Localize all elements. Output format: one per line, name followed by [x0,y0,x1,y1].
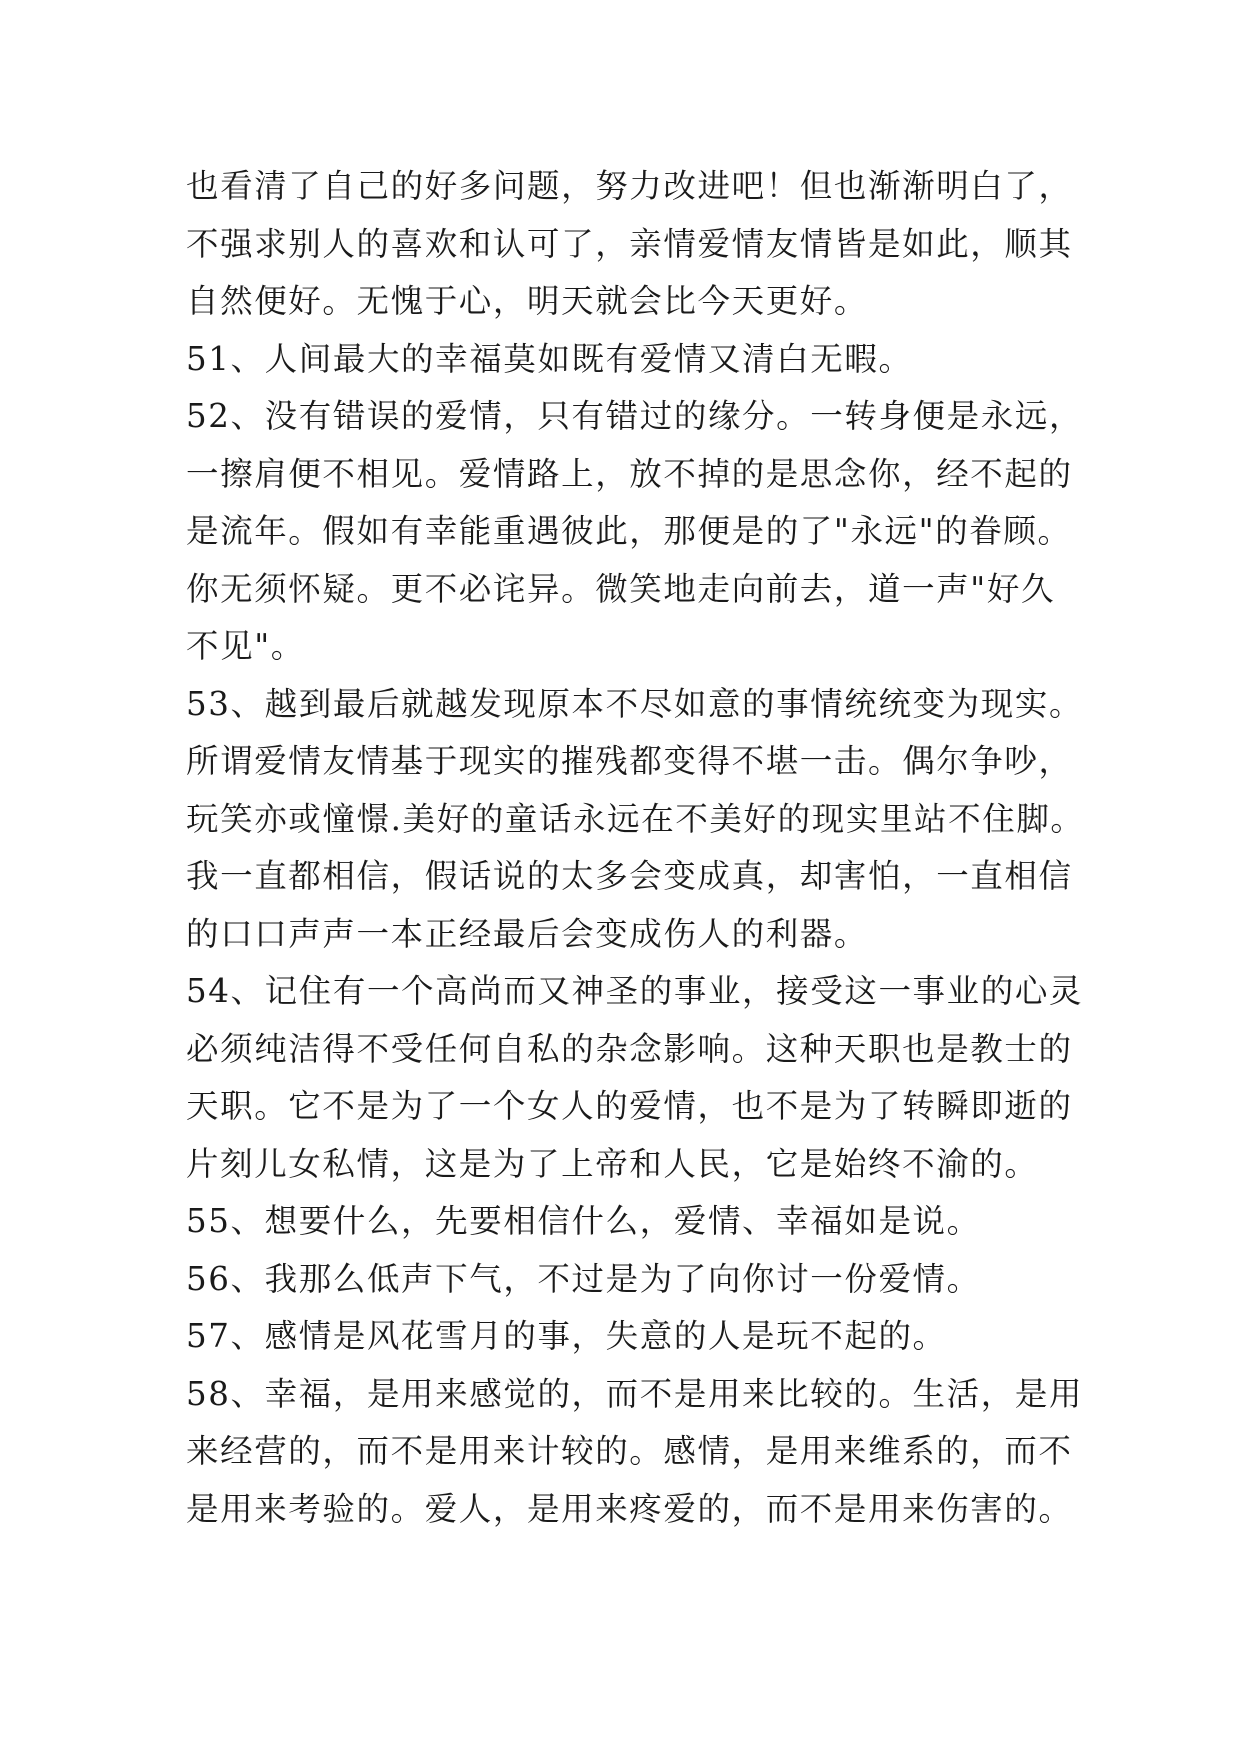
text-line: 玩笑亦或憧憬.美好的童话永远在不美好的现实里站不住脚。 [186,799,1085,838]
text-line: 51、人间最大的幸福莫如既有爱情又清白无暇。 [186,339,913,378]
text-line: 天职。它不是为了一个女人的爱情，也不是为了转瞬即逝的 [186,1087,1073,1125]
text-line: 片刻儿女私情，这是为了上帝和人民，它是始终不渝的。 [186,1144,1039,1183]
text-line: 不强求别人的喜欢和认可了，亲情爱情友情皆是如此，顺其 [186,224,1073,263]
text-line: 你无须怀疑。更不必诧异。微笑地走向前去，道一声"好久 [186,569,1056,608]
text-line: 是流年。假如有幸能重遇彼此，那便是的了"永远"的眷顾。 [186,512,1072,550]
text-line: 我一直都相信，假话说的太多会变成真，却害怕，一直相信 [186,857,1073,895]
text-line: 所谓爱情友情基于现实的摧残都变得不堪一击。偶尔争吵， [186,742,1073,780]
text-line: 54、记住有一个高尚而又神圣的事业，接受这一事业的心灵 [186,972,1084,1010]
text-line: 必须纯洁得不受任何自私的杂念影响。这种天职也是教士的 [186,1029,1073,1068]
text-line: 56、我那么低声下气，不过是为了向你讨一份爱情。 [186,1259,981,1298]
text-line: 也看清了自己的好多问题，努力改进吧！但也渐渐明白了， [186,167,1073,205]
body-text [186,158,1086,1538]
text-line: 不见"。 [186,627,305,665]
text-line: 自然便好。无愧于心，明天就会比今天更好。 [186,282,869,320]
text-line: 57、感情是风花雪月的事，失意的人是玩不起的。 [186,1317,947,1355]
text-line: 是用来考验的。爱人，是用来疼爱的，而不是用来伤害的。 [186,1489,1073,1528]
text-line: 58、幸福，是用来感觉的，而不是用来比较的。生活，是用 [186,1374,1084,1413]
text-line: 52、没有错误的爱情，只有错过的缘分。一转身便是永远， [186,397,1084,435]
text-line: 一擦肩便不相见。爱情路上，放不掉的是思念你，经不起的 [186,454,1073,493]
text-line: 来经营的，而不是用来计较的。感情，是用来维系的，而不 [186,1432,1073,1470]
text-line: 的口口声声一本正经最后会变成伤人的利器。 [186,914,869,953]
text-line: 55、想要什么，先要相信什么，爱情、幸福如是说。 [186,1202,981,1240]
text-line: 53、越到最后就越发现原本不尽如意的事情统统变为现实。 [186,684,1084,723]
